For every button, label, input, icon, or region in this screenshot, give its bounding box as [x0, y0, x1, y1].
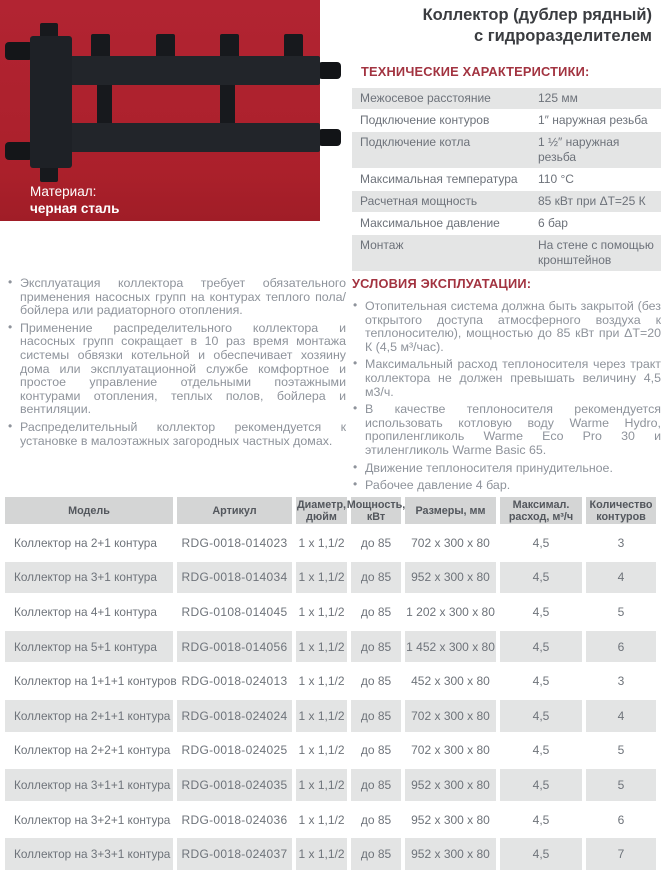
models-cell: Коллектор на 2+1 контура [5, 527, 173, 559]
models-cell: 702 x 300 x 80 [405, 700, 496, 732]
models-header-cell: Мощность, кВт [346, 498, 406, 523]
models-cell: 952 x 300 x 80 [405, 562, 496, 594]
models-cell: 1 x 1,1/2 [296, 562, 347, 594]
condition-item [352, 358, 661, 399]
models-cell: Коллектор на 3+2+1 контура [5, 804, 173, 836]
models-cell: Коллектор на 2+1+1 контура [5, 700, 173, 732]
models-cell: 5 [586, 769, 656, 801]
models-cell: до 85 [351, 527, 401, 559]
tech-spec-label: Монтаж [360, 238, 404, 252]
material-label: Материал: [30, 184, 97, 199]
models-cell: 6 [586, 631, 656, 663]
models-header-cell: Количество контуров [586, 497, 656, 524]
feature-item-text: Эксплуатация коллектора требует обязательного применения насосных групп на контурах теплого пола/бойлера или радиаторного отопления. [20, 276, 346, 318]
condition-item [352, 300, 661, 354]
condition-item-text: Рабочее давление 4 бар. [365, 478, 511, 493]
tech-spec-value: 110 °С [538, 172, 574, 186]
bullet-icon: • [353, 298, 358, 312]
condition-item [352, 459, 661, 476]
models-cell: Коллектор на 3+3+1 контура [5, 838, 173, 870]
tech-spec-label: Подключение котла [360, 135, 471, 149]
bullet-icon: • [8, 319, 13, 334]
feature-item [7, 319, 346, 417]
bullet-icon: • [353, 401, 358, 416]
feature-item [7, 277, 346, 318]
models-cell: 1 x 1,1/2 [296, 700, 347, 732]
tech-specs-heading: ТЕХНИЧЕСКИЕ ХАРАКТЕРИСТИКИ: [361, 64, 590, 79]
models-cell: 452 x 300 x 80 [405, 665, 496, 697]
models-cell: Коллектор на 3+1+1 контура [5, 769, 173, 801]
models-cell: 4 [586, 562, 656, 594]
models-cell: Коллектор на 1+1+1 контуров [5, 665, 173, 697]
models-cell: 3 [586, 665, 656, 697]
manifold-illustration [0, 0, 345, 222]
models-cell: 1 x 1,1/2 [296, 838, 347, 870]
models-cell: RDG-0018-014034 [177, 562, 292, 594]
tech-specs-table [352, 88, 661, 272]
feature-item-text: Применение распределительного коллектора и насосных групп сокращает в 10 раз время монтажа системы обвязки котельной и обеспечивает хозяину дома или эксплуатационной службе комфортное и простое управление отдельными поэтажными контурами отопления, теплых полов, бойлера и вентиляции. [20, 320, 346, 417]
models-cell: Коллектор на 2+2+1 контура [5, 735, 173, 767]
models-cell: 1 x 1,1/2 [296, 631, 347, 663]
tech-spec-row [352, 88, 661, 109]
condition-item-text: Движение теплоносителя принудительное. [365, 460, 613, 475]
tech-spec-label: Межосевое расстояние [360, 91, 491, 105]
page-title [332, 5, 652, 47]
models-cell: до 85 [351, 769, 401, 801]
page-title-line1: Коллектор (дублер рядный) [422, 6, 652, 24]
models-cell: RDG-0018-014056 [177, 631, 292, 663]
models-header-cell: Модель [5, 497, 173, 524]
models-cell: 5 [586, 735, 656, 767]
models-cell: RDG-0018-024024 [177, 700, 292, 732]
bullet-icon: • [8, 418, 13, 433]
models-cell: 1 452 x 300 x 80 [405, 631, 496, 663]
bullet-icon: • [353, 459, 358, 474]
models-cell: 1 x 1,1/2 [296, 769, 347, 801]
models-cell: 1 x 1,1/2 [296, 804, 347, 836]
models-cell: 3 [586, 527, 656, 559]
models-cell: RDG-0018-024025 [177, 735, 292, 767]
models-cell: до 85 [351, 838, 401, 870]
models-cell: 4,5 [500, 735, 582, 767]
models-cell: 952 x 300 x 80 [405, 838, 496, 870]
models-cell: 5 [586, 596, 656, 628]
models-cell: до 85 [351, 735, 401, 767]
models-cell: Коллектор на 5+1 контура [5, 631, 173, 663]
models-cell: RDG-0018-014023 [177, 527, 292, 559]
models-cell: Коллектор на 4+1 контура [5, 596, 173, 628]
models-cell: RDG-0108-014045 [177, 596, 292, 628]
tech-spec-value: На стене с помощью кронштейнов [538, 238, 654, 267]
tech-spec-row [352, 191, 661, 212]
tech-spec-value: 125 мм [538, 91, 578, 105]
models-cell: 4,5 [500, 700, 582, 732]
models-cell: до 85 [351, 700, 401, 732]
tech-spec-label: Максимальное давление [360, 216, 500, 230]
models-cell: 952 x 300 x 80 [405, 769, 496, 801]
models-cell: 952 x 300 x 80 [405, 804, 496, 836]
models-cell: 4,5 [500, 804, 582, 836]
tech-spec-row [352, 235, 661, 271]
tech-spec-row [352, 213, 661, 234]
models-cell: RDG-0018-024037 [177, 838, 292, 870]
tech-spec-label: Расчетная мощность [360, 194, 478, 208]
condition-item-text: Отопительная система должна быть закрытой (без открытого доступа атмосферного воздуха к теплоносителю), мощностью до 85 кВт при ΔТ=20 К (4,5 м³/час). [365, 299, 661, 354]
models-cell: до 85 [351, 596, 401, 628]
tech-spec-row [352, 132, 661, 168]
models-cell: 4 [586, 700, 656, 732]
operating-conditions-list [352, 300, 661, 493]
models-table [5, 497, 656, 870]
operating-conditions-heading: УСЛОВИЯ ЭКСПЛУАТАЦИИ: [352, 276, 532, 291]
material-value: черная сталь [30, 201, 120, 216]
models-header-cell: Размеры, мм [405, 497, 496, 524]
models-header-cell: Диаметр, дюйм [296, 498, 347, 523]
models-cell: 4,5 [500, 596, 582, 628]
models-cell: до 85 [351, 665, 401, 697]
tech-spec-value: 1″ наружная резьба [538, 113, 648, 127]
operating-conditions [352, 276, 661, 497]
models-cell: 4,5 [500, 838, 582, 870]
condition-item [352, 403, 661, 457]
models-cell: до 85 [351, 804, 401, 836]
models-cell: 4,5 [500, 769, 582, 801]
models-cell: 7 [586, 838, 656, 870]
models-cell: до 85 [351, 631, 401, 663]
models-cell: 1 x 1,1/2 [296, 596, 347, 628]
tech-spec-value: 6 бар [538, 216, 568, 230]
bullet-icon: • [353, 477, 358, 492]
models-cell: Коллектор на 3+1 контура [5, 562, 173, 594]
models-header-cell: Максимал. расход, м³/ч [500, 497, 582, 524]
features-list [7, 277, 346, 452]
models-cell: RDG-0018-024013 [177, 665, 292, 697]
tech-spec-label: Подключение контуров [360, 113, 490, 127]
models-cell: 6 [586, 804, 656, 836]
tech-spec-value: 1 ½″ наружная резьба [538, 135, 620, 164]
models-cell: 4,5 [500, 631, 582, 663]
tech-spec-label: Максимальная температура [360, 172, 518, 186]
bullet-icon: • [8, 275, 13, 289]
models-cell: 702 x 300 x 80 [405, 527, 496, 559]
tech-spec-row [352, 110, 661, 131]
models-header-cell: Артикул [177, 497, 292, 524]
condition-item [352, 479, 661, 493]
models-cell: 702 x 300 x 80 [405, 735, 496, 767]
models-cell: RDG-0018-024035 [177, 769, 292, 801]
condition-item-text: В качестве теплоносителя рекомендуется использовать котловую воду Warme Hydro, пропиленгликоль Warme Eco Pro 30 и этиленгликоль Warme Basic 65. [365, 402, 661, 457]
models-cell: RDG-0018-024036 [177, 804, 292, 836]
tech-spec-value: 85 кВт при ΔТ=25 К [538, 194, 646, 208]
models-cell: 4,5 [500, 527, 582, 559]
feature-item-text: Распределительный коллектор рекомендуется к установке в малоэтажных загородных частных домах. [20, 419, 346, 448]
models-cell: 1 202 x 300 x 80 [405, 596, 496, 628]
models-cell: 4,5 [500, 665, 582, 697]
tech-spec-row [352, 169, 661, 190]
feature-item [7, 418, 346, 448]
bullet-icon: • [353, 356, 358, 371]
condition-item-text: Максимальный расход теплоносителя через тракт коллектора не должен превышать величину 4,5 м3/ч. [365, 357, 661, 399]
models-cell: 4,5 [500, 562, 582, 594]
page-title-line2: с гидроразделителем [473, 27, 652, 45]
models-cell: 1 x 1,1/2 [296, 665, 347, 697]
models-cell: до 85 [351, 562, 401, 594]
manifold-shapes [5, 23, 341, 182]
models-cell: 1 x 1,1/2 [296, 735, 347, 767]
models-cell: 1 x 1,1/2 [296, 527, 347, 559]
